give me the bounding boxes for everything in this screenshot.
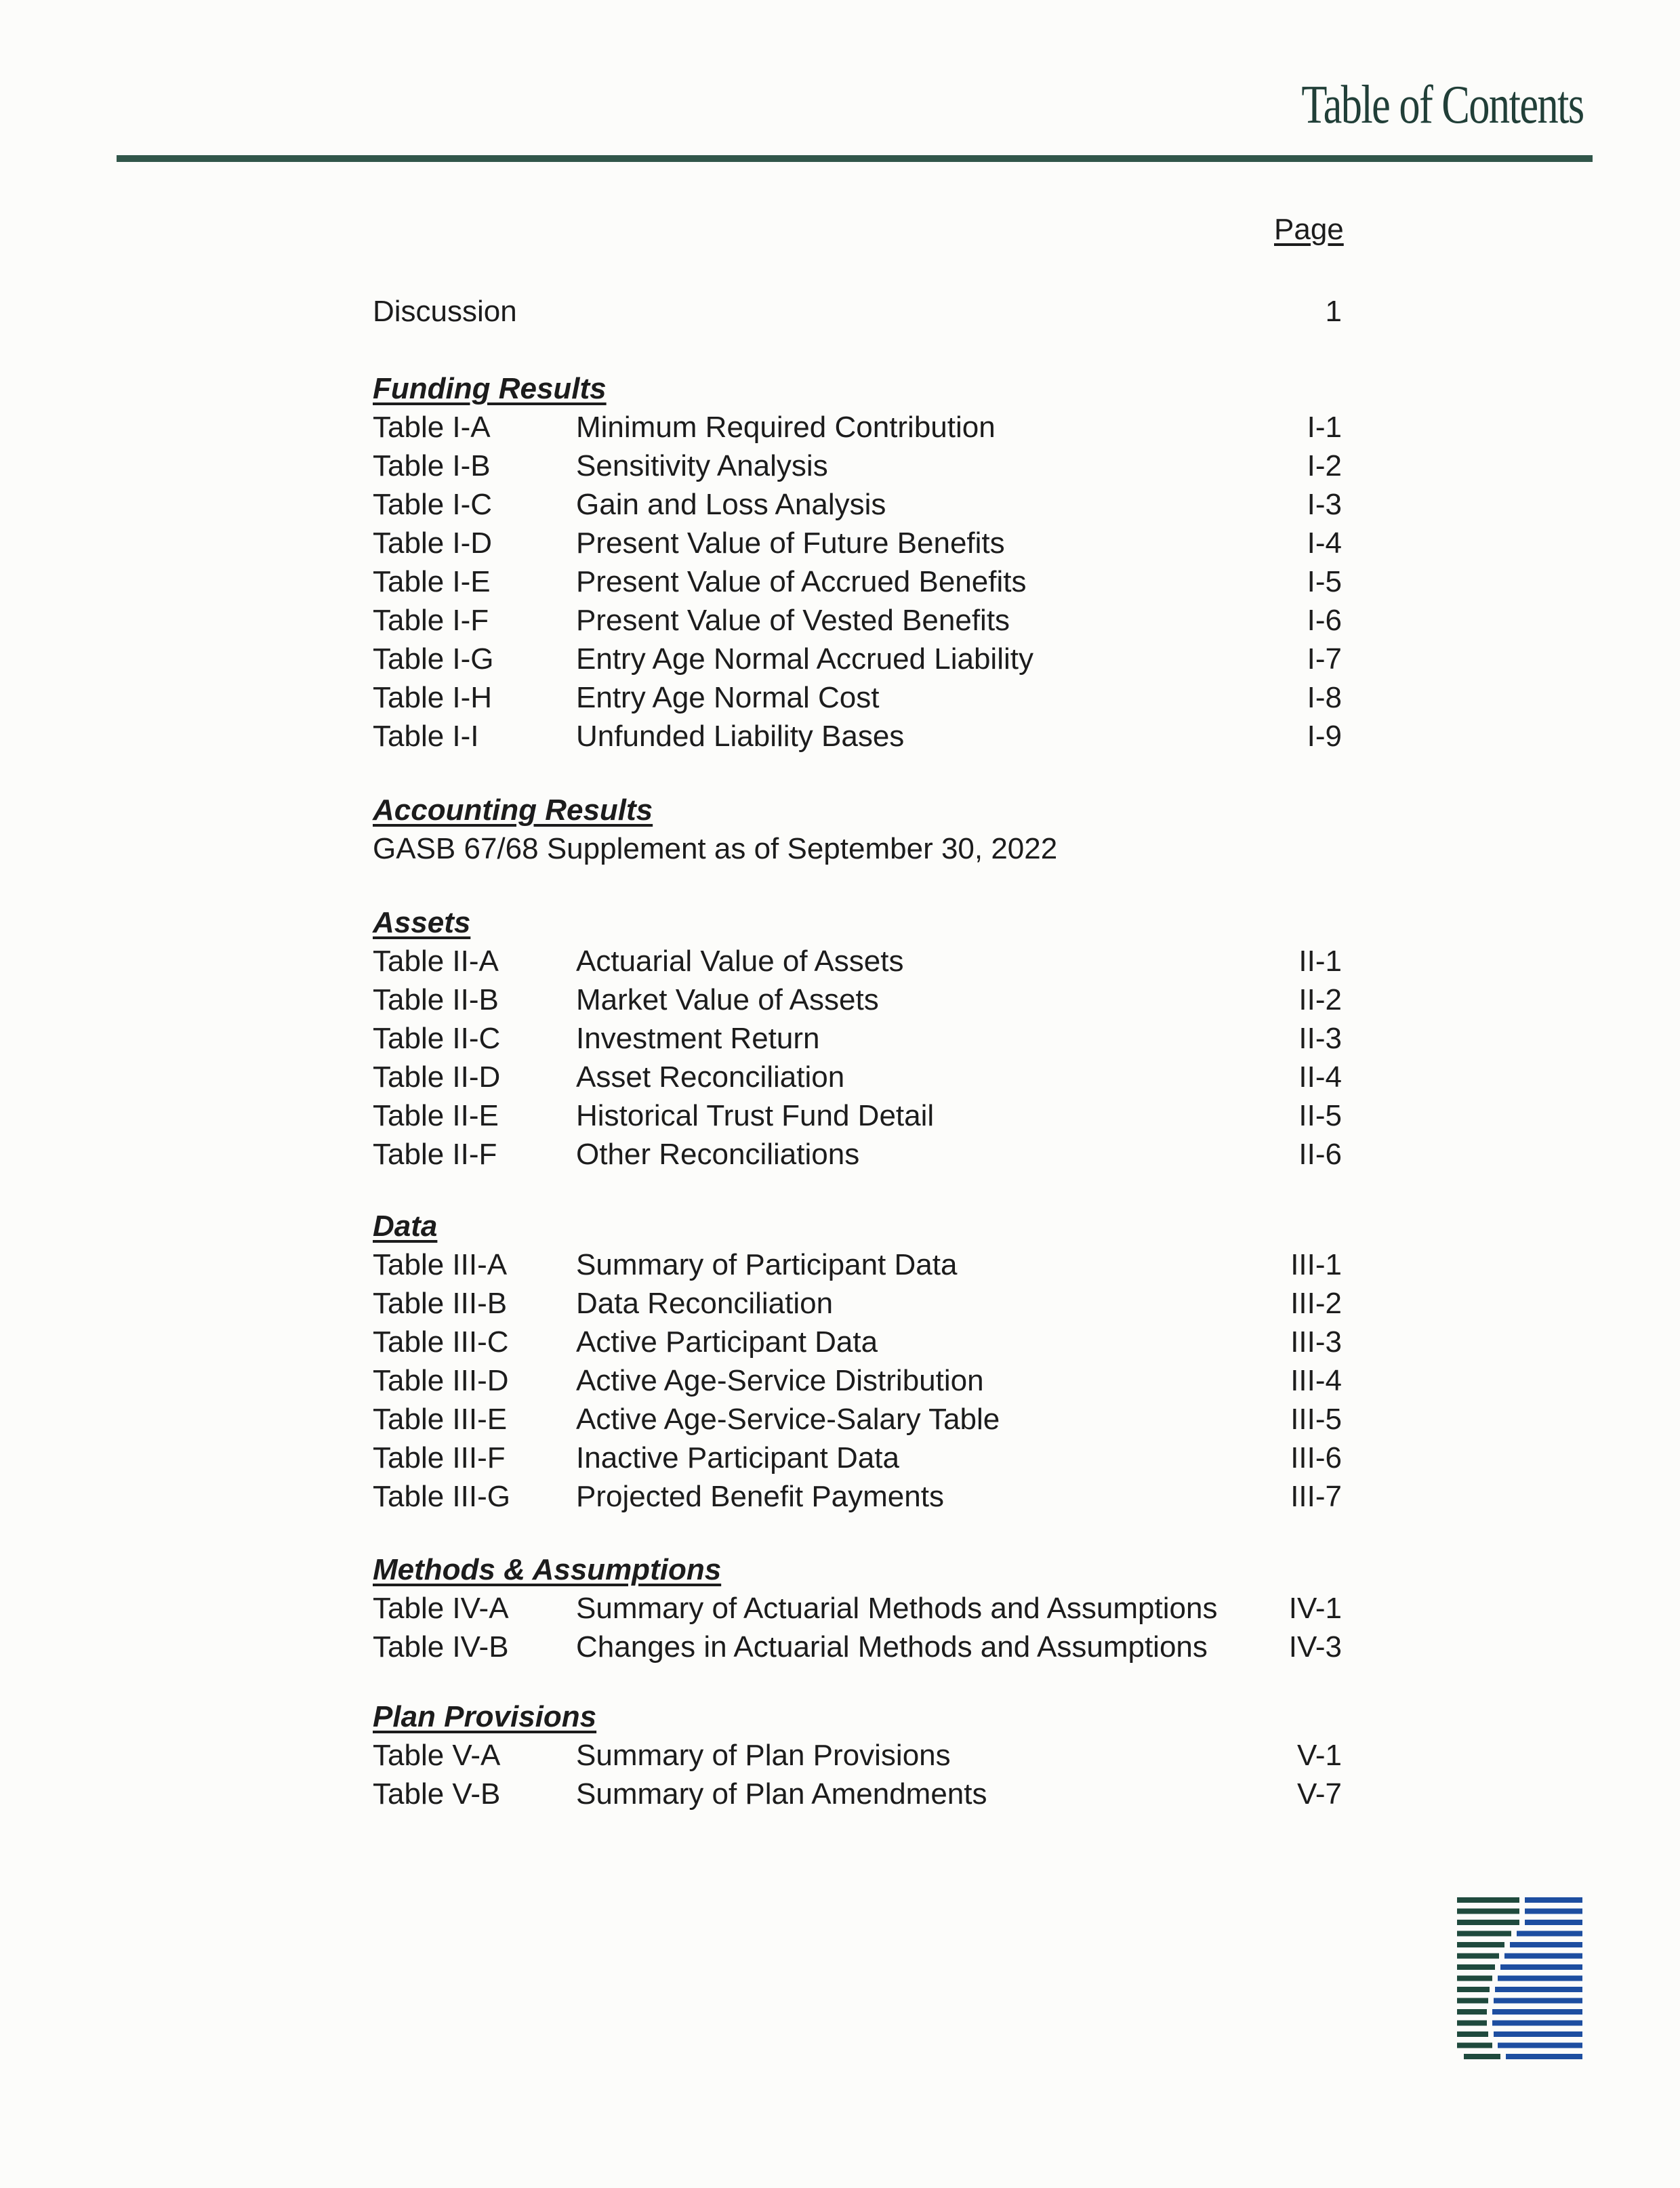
logo-bar-blue <box>1492 2021 1582 2026</box>
entry-description: Unfunded Liability Bases <box>576 720 905 753</box>
entry-page: III-2 <box>1290 1287 1342 1320</box>
logo-bar-blue <box>1504 1954 1582 1959</box>
toc-entry[interactable] <box>373 1400 1342 1439</box>
entry-page: I-2 <box>1307 449 1342 482</box>
entry-page: I-7 <box>1307 642 1342 676</box>
logo-bar-green <box>1457 1954 1499 1959</box>
logo-bar-blue <box>1517 1931 1582 1937</box>
entry-label: Discussion <box>373 295 517 328</box>
logo-bar-blue <box>1492 2009 1582 2015</box>
entry-page: IV-3 <box>1288 1630 1342 1664</box>
toc-entry[interactable] <box>373 717 1342 756</box>
entry-description: Sensitivity Analysis <box>576 449 828 482</box>
logo-bar-green <box>1457 1942 1504 1947</box>
entry-description: Summary of Plan Amendments <box>576 1777 987 1811</box>
entry-page: IV-1 <box>1288 1592 1342 1625</box>
section-heading: Methods & Assumptions <box>373 1553 722 1586</box>
entry-description: Changes in Actuarial Methods and Assumptions <box>576 1630 1208 1664</box>
logo-bar-green <box>1457 1964 1495 1970</box>
entry-page: 1 <box>1325 295 1342 328</box>
toc-entry[interactable] <box>373 678 1342 718</box>
entry-description: Minimum Required Contribution <box>576 411 996 444</box>
table-id: Table II-D <box>373 1060 501 1094</box>
entry-description: Inactive Participant Data <box>576 1441 899 1474</box>
toc-entry[interactable] <box>373 524 1342 563</box>
toc-entry[interactable] <box>373 1736 1342 1775</box>
entry-page: I-8 <box>1307 681 1342 714</box>
toc-entry[interactable] <box>373 447 1342 486</box>
toc-entry[interactable] <box>373 640 1342 679</box>
table-id: Table IV-A <box>373 1592 509 1625</box>
toc-entry[interactable] <box>373 1775 1342 1814</box>
entry-description: Actuarial Value of Assets <box>576 945 904 978</box>
note-text: GASB 67/68 Supplement as of September 30, 2022 <box>373 832 1058 865</box>
entry-description: Data Reconciliation <box>576 1287 834 1320</box>
entry-page: II-4 <box>1298 1060 1342 1094</box>
toc-entry[interactable] <box>373 1361 1342 1401</box>
entry-description: Entry Age Normal Cost <box>576 681 880 714</box>
table-id: Table III-A <box>373 1248 508 1281</box>
table-id: Table II-F <box>373 1138 497 1171</box>
entry-page: II-2 <box>1298 983 1342 1016</box>
entry-page: II-1 <box>1298 945 1342 978</box>
toc-entry[interactable] <box>373 1284 1342 1323</box>
logo-bar-green <box>1457 1976 1492 1981</box>
table-id: Table II-E <box>373 1099 499 1132</box>
table-id: Table IV-B <box>373 1630 509 1664</box>
entry-page: I-9 <box>1307 720 1342 753</box>
table-id: Table I-A <box>373 411 491 444</box>
toc-entry[interactable] <box>373 562 1342 602</box>
company-logo <box>1457 1897 1582 2067</box>
entry-description: Market Value of Assets <box>576 983 879 1016</box>
entry-page: I-4 <box>1307 527 1342 560</box>
table-id: Table I-F <box>373 604 489 637</box>
logo-bar-blue <box>1506 2054 1582 2059</box>
page-column-header: Page <box>1274 213 1344 246</box>
entry-page: I-3 <box>1307 488 1342 521</box>
section-heading: Funding Results <box>373 372 607 405</box>
toc-entry[interactable] <box>373 1058 1342 1097</box>
entry-description: Active Age-Service Distribution <box>576 1364 984 1397</box>
entry-page: II-3 <box>1298 1022 1342 1055</box>
entry-page: I-5 <box>1307 565 1342 598</box>
table-id: Table II-A <box>373 945 499 978</box>
table-id: Table I-B <box>373 449 491 482</box>
logo-bar-green <box>1464 2054 1500 2059</box>
logo-bar-green <box>1457 1920 1519 1925</box>
section-heading: Data <box>373 1210 438 1243</box>
toc-entry-discussion[interactable] <box>373 292 1342 331</box>
toc-entry[interactable] <box>373 1439 1342 1478</box>
logo-bar-blue <box>1494 2031 1582 2037</box>
logo-bar-blue <box>1525 1920 1582 1925</box>
logo-bar-blue <box>1495 1987 1582 1992</box>
table-id: Table III-G <box>373 1480 510 1513</box>
logo-bar-green <box>1457 1998 1488 2004</box>
entry-page: I-6 <box>1307 604 1342 637</box>
logo-bar-green <box>1457 2043 1492 2048</box>
logo-bar-blue <box>1498 1976 1582 1981</box>
logo-bar-green <box>1457 1909 1519 1914</box>
toc-entry[interactable] <box>373 942 1342 981</box>
logo-bar-blue <box>1525 1897 1582 1903</box>
toc-entry[interactable] <box>373 408 1342 447</box>
table-id: Table III-D <box>373 1364 509 1397</box>
toc-entry[interactable] <box>373 1245 1342 1285</box>
logo-bar-blue <box>1498 2043 1582 2048</box>
toc-entry[interactable] <box>373 485 1342 524</box>
table-id: Table II-B <box>373 983 499 1016</box>
entry-page: II-5 <box>1298 1099 1342 1132</box>
entry-description: Projected Benefit Payments <box>576 1480 944 1513</box>
entry-description: Present Value of Future Benefits <box>576 527 1005 560</box>
entry-description: Historical Trust Fund Detail <box>576 1099 935 1132</box>
table-id: Table III-B <box>373 1287 508 1320</box>
entry-description: Active Age-Service-Salary Table <box>576 1403 1000 1436</box>
entry-description: Present Value of Vested Benefits <box>576 604 1010 637</box>
table-id: Table I-E <box>373 565 491 598</box>
entry-description: Active Participant Data <box>576 1325 878 1359</box>
entry-description: Gain and Loss Analysis <box>576 488 886 521</box>
entry-page: III-1 <box>1290 1248 1342 1281</box>
table-id: Table II-C <box>373 1022 501 1055</box>
entry-description: Present Value of Accrued Benefits <box>576 565 1027 598</box>
title-divider <box>117 155 1593 162</box>
entry-description: Summary of Plan Provisions <box>576 1739 951 1772</box>
table-id: Table III-F <box>373 1441 506 1474</box>
table-id: Table V-A <box>373 1739 501 1772</box>
section-heading: Assets <box>373 906 471 939</box>
logo-bar-green <box>1457 2021 1487 2026</box>
table-id: Table I-G <box>373 642 494 676</box>
logo-bar-green <box>1457 2031 1488 2037</box>
entry-page: III-4 <box>1290 1364 1342 1397</box>
entry-page: III-3 <box>1290 1325 1342 1359</box>
entry-page: III-6 <box>1290 1441 1342 1474</box>
entry-description: Asset Reconciliation <box>576 1060 845 1094</box>
table-id: Table I-D <box>373 527 493 560</box>
logo-bar-green <box>1457 1987 1490 1992</box>
logo-bar-green <box>1457 1897 1519 1903</box>
section-note[interactable] <box>373 829 1342 869</box>
entry-description: Entry Age Normal Accrued Liability <box>576 642 1033 676</box>
toc-entry[interactable] <box>373 1628 1342 1667</box>
logo-bar-green <box>1457 1931 1511 1937</box>
table-id: Table III-E <box>373 1403 508 1436</box>
entry-page: V-1 <box>1296 1739 1342 1772</box>
entry-page: II-6 <box>1298 1138 1342 1171</box>
entry-description: Investment Return <box>576 1022 820 1055</box>
section-heading: Plan Provisions <box>373 1700 597 1733</box>
toc-entry[interactable] <box>373 1019 1342 1058</box>
table-id: Table V-B <box>373 1777 501 1811</box>
entry-page: I-1 <box>1307 411 1342 444</box>
page-title: Table of Contents <box>1301 75 1584 135</box>
section-heading: Accounting Results <box>373 793 653 827</box>
toc-entry[interactable] <box>373 1589 1342 1628</box>
table-id: Table I-I <box>373 720 479 753</box>
toc-entry[interactable] <box>373 981 1342 1020</box>
entry-description: Other Reconciliations <box>576 1138 860 1171</box>
entry-page: III-5 <box>1290 1403 1342 1436</box>
logo-bar-blue <box>1500 1964 1582 1970</box>
toc-entry[interactable] <box>373 1096 1342 1136</box>
toc-entry[interactable] <box>373 1477 1342 1516</box>
toc-entry[interactable] <box>373 601 1342 640</box>
entry-page: III-7 <box>1290 1480 1342 1513</box>
logo-bar-blue <box>1494 1998 1582 2004</box>
toc-entry[interactable] <box>373 1135 1342 1174</box>
logo-bar-blue <box>1510 1942 1582 1947</box>
logo-bar-green <box>1457 2009 1487 2015</box>
table-id: Table I-C <box>373 488 493 521</box>
entry-description: Summary of Participant Data <box>576 1248 958 1281</box>
table-id: Table I-H <box>373 681 493 714</box>
entry-description: Summary of Actuarial Methods and Assumptions <box>576 1592 1218 1625</box>
toc-entry[interactable] <box>373 1323 1342 1362</box>
entry-page: V-7 <box>1296 1777 1342 1811</box>
table-id: Table III-C <box>373 1325 509 1359</box>
logo-bar-blue <box>1525 1909 1582 1914</box>
